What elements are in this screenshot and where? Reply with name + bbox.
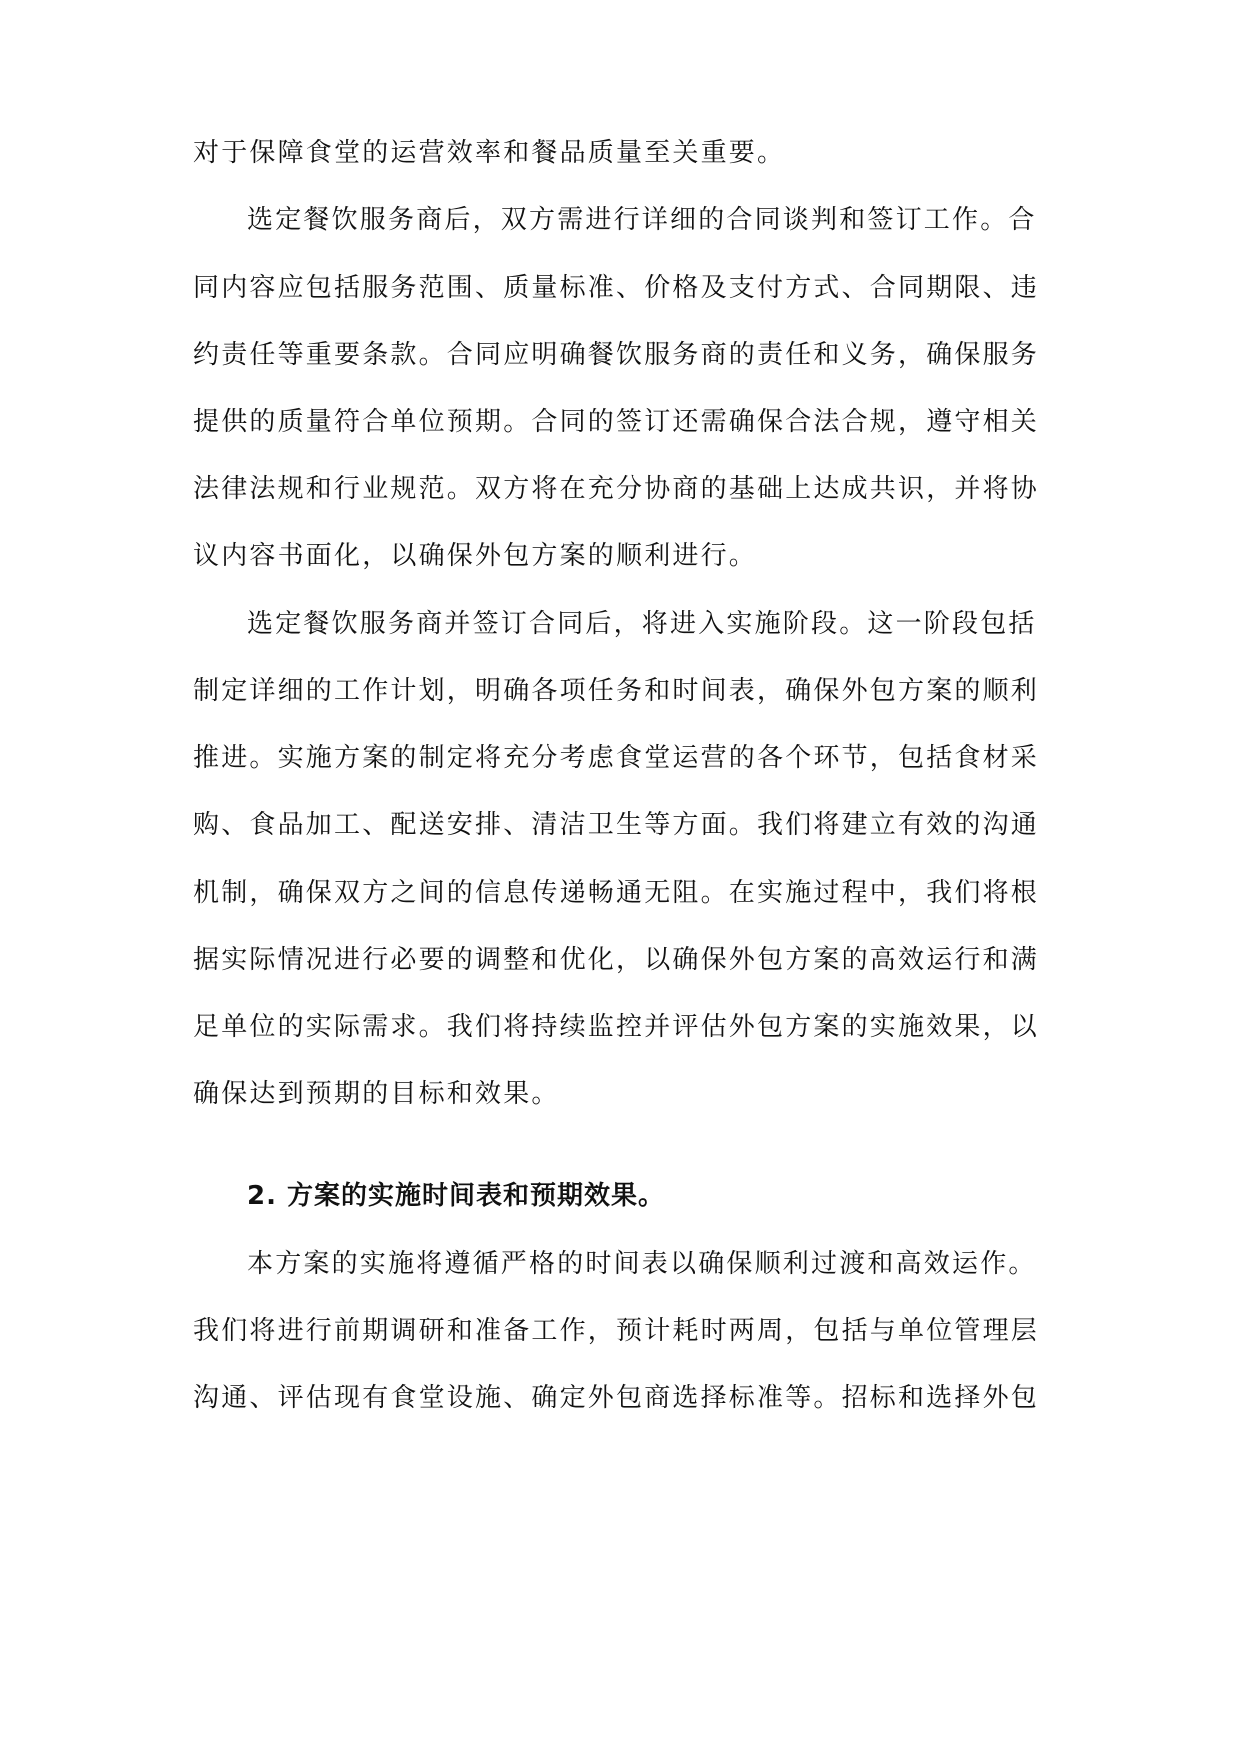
text-line: 机制，确保双方之间的信息传递畅通无阻。在实施过程中，我们将根: [193, 878, 1040, 908]
text-line: 本方案的实施将遵循严格的时间表以确保顺利过渡和高效运作。: [247, 1249, 1037, 1279]
text-line: 法律法规和行业规范。双方将在充分协商的基础上达成共识，并将协: [193, 474, 1040, 504]
text-line: 对于保障食堂的运营效率和餐品质量至关重要。: [193, 138, 786, 168]
text-line: 议内容书面化，以确保外包方案的顺利进行。: [193, 541, 758, 571]
text-line: 确保达到预期的目标和效果。: [193, 1079, 560, 1109]
text-line: 选定餐饮服务商并签订合同后，将进入实施阶段。这一阶段包括: [247, 609, 1037, 639]
text-line: 提供的质量符合单位预期。合同的签订还需确保合法合规，遵守相关: [193, 407, 1040, 437]
text-line: 同内容应包括服务范围、质量标准、价格及支付方式、合同期限、违: [193, 273, 1040, 303]
text-line: 我们将进行前期调研和准备工作，预计耗时两周，包括与单位管理层: [193, 1316, 1040, 1346]
text-line: 据实际情况进行必要的调整和优化，以确保外包方案的高效运行和满: [193, 945, 1040, 975]
text-line: 购、食品加工、配送安排、清洁卫生等方面。我们将建立有效的沟通: [193, 810, 1040, 840]
section-heading: 2. 方案的实施时间表和预期效果。: [247, 1181, 666, 1211]
text-line: 沟通、评估现有食堂设施、确定外包商选择标准等。招标和选择外包: [193, 1383, 1040, 1413]
text-line: 选定餐饮服务商后，双方需进行详细的合同谈判和签订工作。合: [247, 205, 1037, 235]
text-line: 推进。实施方案的制定将充分考虑食堂运营的各个环节，包括食材采: [193, 743, 1040, 773]
text-line: 制定详细的工作计划，明确各项任务和时间表，确保外包方案的顺利: [193, 676, 1040, 706]
text-line: 约责任等重要条款。合同应明确餐饮服务商的责任和义务，确保服务: [193, 340, 1040, 370]
text-line: 足单位的实际需求。我们将持续监控并评估外包方案的实施效果，以: [193, 1012, 1040, 1042]
